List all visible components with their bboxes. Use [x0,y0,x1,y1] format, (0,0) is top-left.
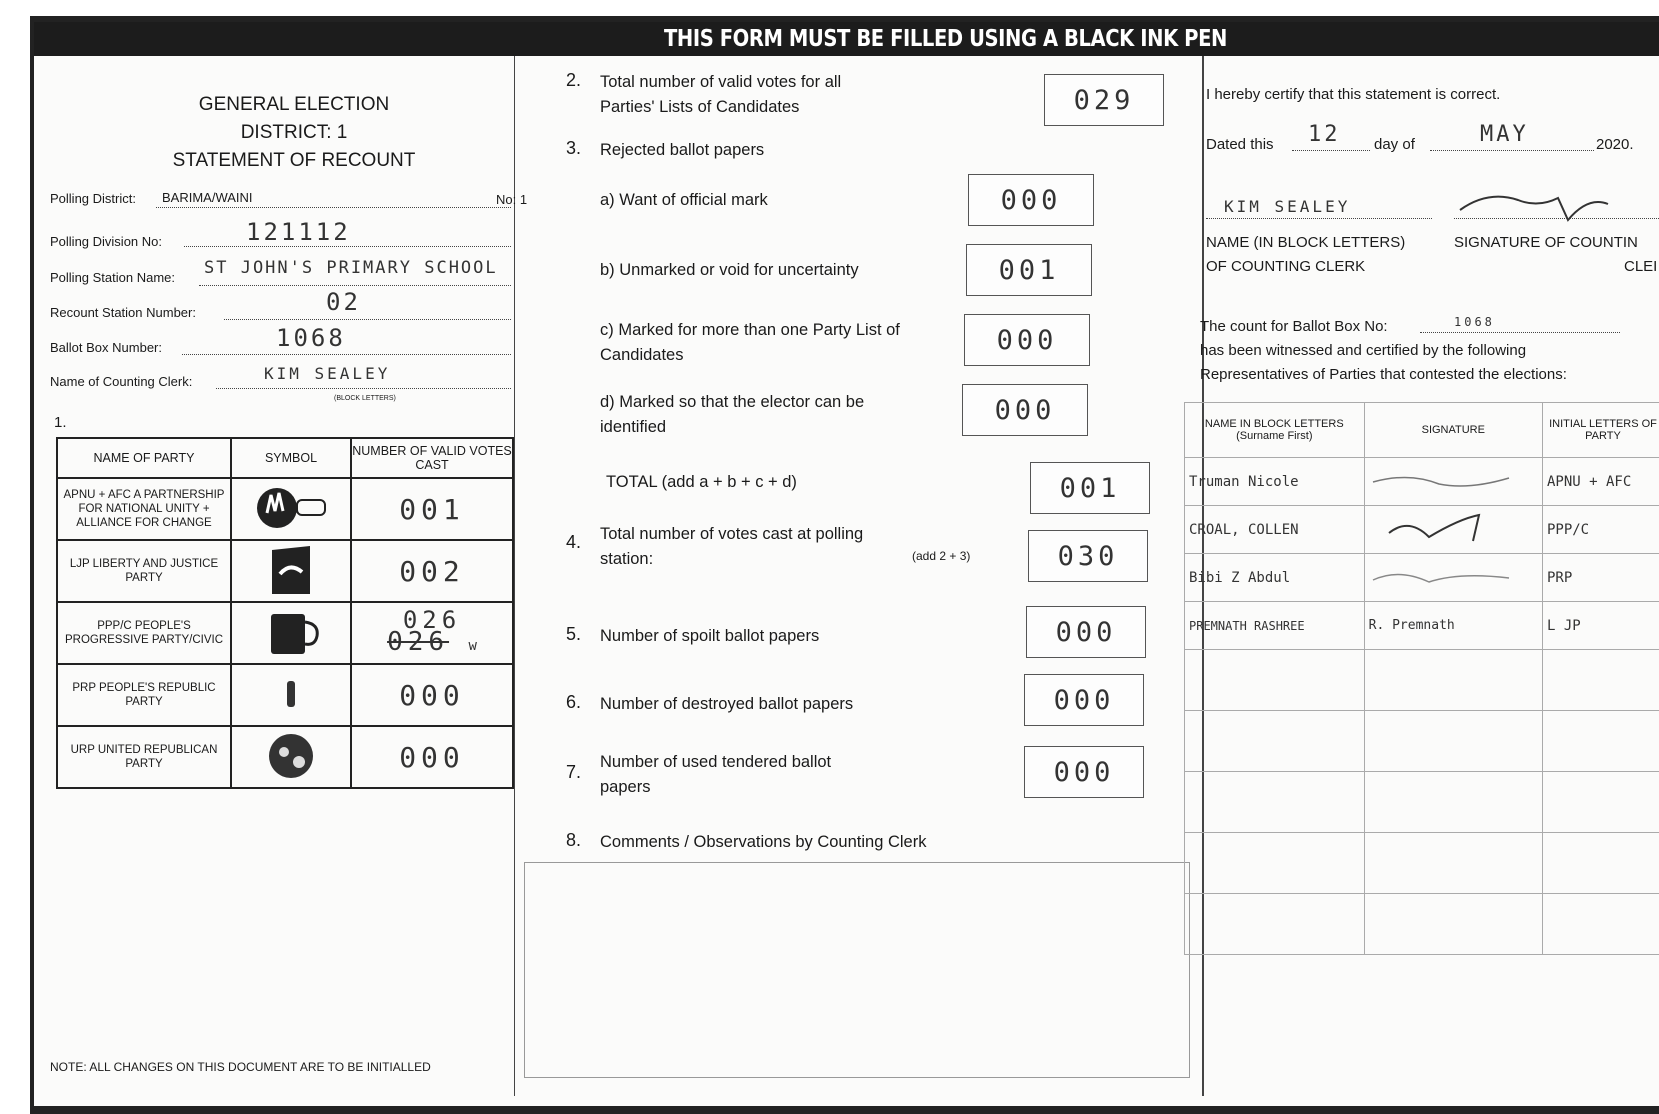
item-8-number: 8. [566,830,581,851]
form-banner [34,22,1659,56]
item-5-number: 5. [566,624,581,645]
item-2-number: 2. [566,70,581,91]
count-label: The count for Ballot Box No: [1200,314,1388,339]
party-symbol-hand-icon [231,478,351,540]
item-2-label: Total number of valid votes for all Parties' Lists of Candidates [600,70,900,120]
table-row [57,602,513,664]
header-line-1: GENERAL ELECTION [34,94,554,116]
party-name: PRP PEOPLE'S REPUBLIC PARTY [57,664,231,726]
comments-box [524,862,1190,1078]
item-7-value: 000 [1024,746,1144,798]
table-row [1185,458,1659,506]
item-3a-label: a) Want of official mark [600,188,768,213]
no-label: No: 1 [496,192,527,207]
table-row [57,726,513,788]
rep-party: PPP/C [1542,506,1659,554]
item-3c-value: 000 [964,314,1090,366]
rep-party: APNU + AFC [1542,458,1659,506]
polling-district-label: Polling District: [50,191,136,206]
rep-name: Truman Nicole [1185,458,1365,506]
rep-party: L JP [1542,602,1659,650]
item-3d-label: d) Marked so that the elector can be identified [600,390,900,440]
polling-district-value: BARIMA/WAINI [162,190,253,205]
item-7-label: Number of used tendered ballot papers [600,750,860,800]
rep-name: Bibi Z Abdul [1185,554,1365,602]
item-4-number: 4. [566,532,581,553]
footer-note: NOTE: ALL CHANGES ON THIS DOCUMENT ARE TO BE INITIALLED [50,1060,431,1074]
col-header-symbol: SYMBOL [231,438,351,478]
table-row [57,664,513,726]
table-row [1185,506,1659,554]
item-3c-label: c) Marked for more than one Party List of Candidates [600,318,930,368]
banner-text: THIS FORM MUST BE FILLED USING A BLACK INK PEN [664,26,1227,52]
day-of-label: day of [1374,132,1415,157]
polling-station-value: ST JOHN'S PRIMARY SCHOOL [204,258,498,278]
item-3d-value: 000 [962,384,1088,436]
count-box-number: 1068 [1454,310,1495,335]
table-row [1185,602,1659,650]
party-symbol-animal-icon [231,726,351,788]
party-votes-corrected [351,602,513,664]
item-3-total-value: 001 [1030,462,1150,514]
item-4-value: 030 [1028,530,1148,582]
recount-station-label: Recount Station Number: [50,305,196,320]
column-divider-left [514,56,515,1096]
item-3-total-label: TOTAL (add a + b + c + d) [606,470,797,495]
rep-name: CROAL, COLLEN [1185,506,1365,554]
dated-year: 2020. [1596,132,1634,157]
clerk-signature [1458,190,1618,226]
item-6-number: 6. [566,692,581,713]
item-3b-label: b) Unmarked or void for uncertainty [600,258,859,283]
item-3-number: 3. [566,138,581,159]
rep-signature [1364,506,1542,554]
witness-line-1: has been witnessed and certified by the following [1200,338,1526,363]
party-votes-table [56,437,514,789]
col-header-party: NAME OF PARTY [57,438,231,478]
dated-month: MAY [1480,122,1529,147]
item-3-label: Rejected ballot papers [600,138,764,163]
dated-label: Dated this [1206,132,1274,157]
party-votes: 001 [351,478,513,540]
dated-day: 12 [1308,122,1341,147]
polling-station-label: Polling Station Name: [50,270,175,285]
item-5-label: Number of spoilt ballot papers [600,624,819,649]
signature-label-line-2: CLEI [1624,254,1657,279]
recount-station-value: 02 [326,288,361,316]
item-5-value: 000 [1026,606,1146,658]
ballot-box-label: Ballot Box Number: [50,340,162,355]
rep-header-signature: SIGNATURE [1364,403,1542,458]
table-row [1185,554,1659,602]
name-label-line-2: OF COUNTING CLERK [1206,254,1365,279]
party-votes: 026 [352,609,512,631]
name-label-line-1: NAME (IN BLOCK LETTERS) [1206,230,1405,255]
party-representatives-table [1184,402,1659,955]
party-symbol-bottle-icon [231,664,351,726]
party-votes: 002 [351,540,513,602]
ballot-box-value: 1068 [276,324,346,352]
party-name: LJP LIBERTY AND JUSTICE PARTY [57,540,231,602]
correction-initial: w [468,638,476,654]
rep-signature [1364,458,1542,506]
clerk-label: Name of Counting Clerk: [50,374,192,389]
header-line-2: DISTRICT: 1 [34,122,554,144]
rep-signature [1364,554,1542,602]
item-4-add: (add 2 + 3) [912,544,970,569]
section-1-number: 1. [54,414,67,431]
item-2-value: 029 [1044,74,1164,126]
witness-line-2: Representatives of Parties that contested the elections: [1200,362,1567,387]
party-votes: 000 [351,664,513,726]
party-symbol-cup-icon [231,602,351,664]
block-letters-note: (BLOCK LETTERS) [334,395,396,402]
item-3a-value: 000 [968,174,1094,226]
table-row [57,540,513,602]
clerk-name-written: KIM SEALEY [1224,194,1350,219]
party-votes-struck: 026 [387,631,449,653]
party-votes: 000 [351,726,513,788]
polling-division-value: 121112 [246,218,351,246]
item-8-label: Comments / Observations by Counting Clerk [600,830,926,855]
signature-label-line-1: SIGNATURE OF COUNTIN [1454,230,1638,255]
item-3b-value: 001 [966,244,1092,296]
certify-text: I hereby certify that this statement is correct. [1206,82,1500,107]
table-row [57,478,513,540]
polling-division-label: Polling Division No: [50,234,162,249]
party-symbol-handshake-icon [231,540,351,602]
party-name: PPP/C PEOPLE'S PROGRESSIVE PARTY/CIVIC [57,602,231,664]
rep-name: PREMNATH RASHREE [1185,602,1365,650]
item-7-number: 7. [566,762,581,783]
item-6-value: 000 [1024,674,1144,726]
party-name: APNU + AFC A PARTNERSHIP FOR NATIONAL UNITY + ALLIANCE FOR CHANGE [57,478,231,540]
clerk-value: KIM SEALEY [264,364,390,383]
rep-party: PRP [1542,554,1659,602]
statement-of-recount-form [30,16,1659,1114]
page-title: STATEMENT OF RECOUNT [34,150,554,172]
rep-signature: R. Premnath [1364,602,1542,650]
party-name: URP UNITED REPUBLICAN PARTY [57,726,231,788]
rep-header-name: NAME IN BLOCK LETTERS (Surname First) [1185,403,1365,458]
col-header-votes: NUMBER OF VALID VOTES CAST [351,438,513,478]
item-6-label: Number of destroyed ballot papers [600,692,853,717]
item-4-label: Total number of votes cast at polling station: [600,522,900,572]
rep-header-party: INITIAL LETTERS OF PARTY [1542,403,1659,458]
